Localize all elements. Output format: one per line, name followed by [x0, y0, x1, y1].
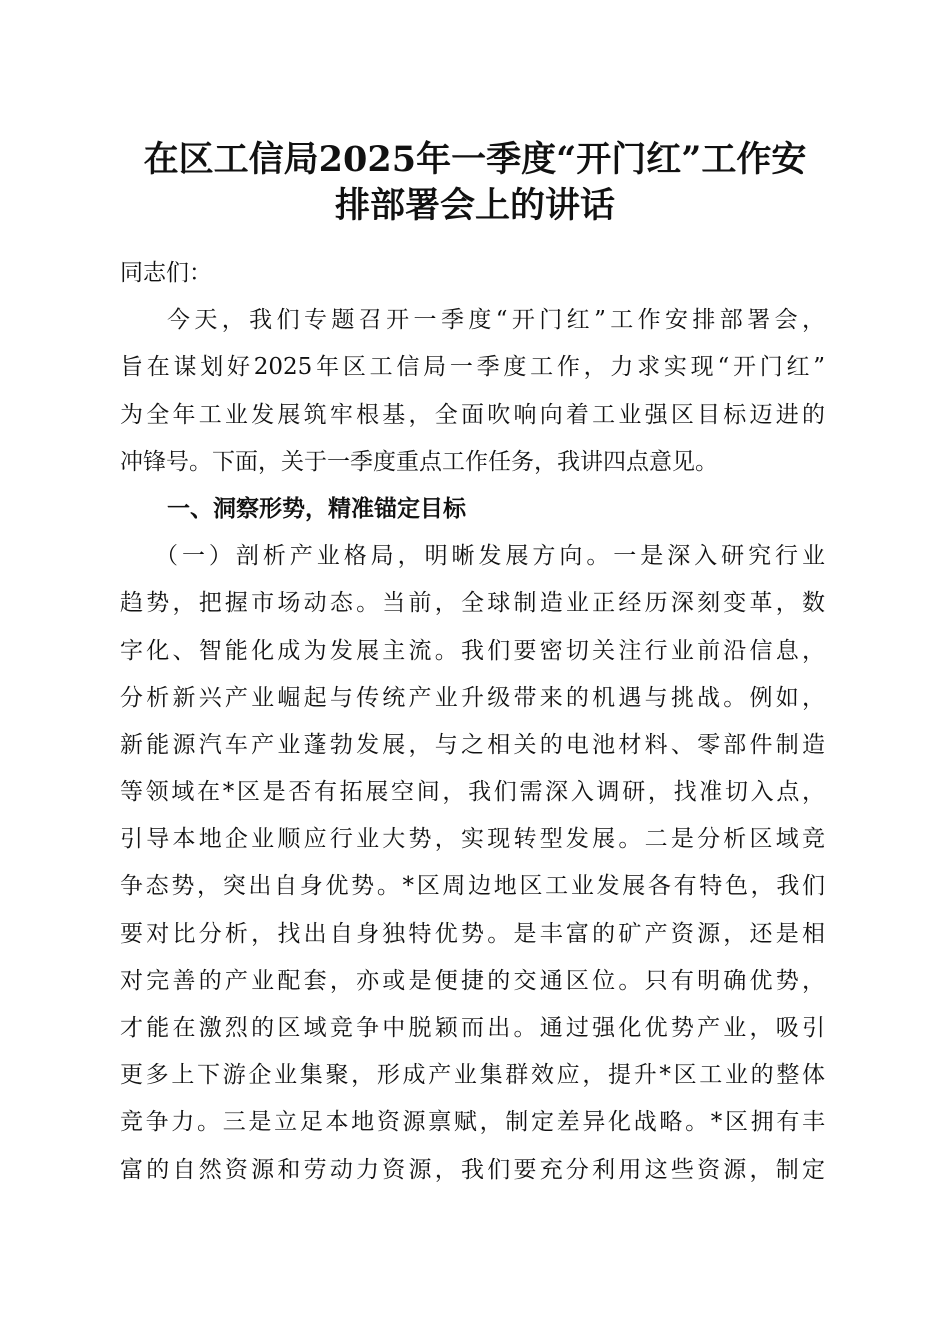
- section-heading: 一、洞察形势，精准锚定目标: [167, 495, 466, 522]
- paragraph-line: 更多上下游企业集聚，形成产业集群效应，提升*区工业的整体: [120, 1062, 825, 1089]
- paragraph-line: 等领域在*区是否有拓展空间，我们需深入调研，找准切入点，: [120, 779, 825, 806]
- salutation: 同志们：: [120, 260, 212, 286]
- paragraph-line: 竞争力。三是立足本地资源禀赋，制定差异化战略。*区拥有丰: [120, 1109, 825, 1136]
- paragraph-line: 趋势，把握市场动态。当前，全球制造业正经历深刻变革，数: [120, 590, 825, 617]
- paragraph-line: 旨在谋划好2025年区工信局一季度工作，力求实现“开门红”: [120, 354, 825, 381]
- document-title-line-2: 排部署会上的讲话: [334, 185, 615, 226]
- paragraph-line: 为全年工业发展筑牢根基，全面吹响向着工业强区目标迈进的: [120, 401, 825, 428]
- paragraph-line: 才能在激烈的区域竞争中脱颖而出。通过强化优势产业，吸引: [120, 1015, 825, 1041]
- paragraph-line: 对完善的产业配套，亦或是便捷的交通区位。只有明确优势，: [120, 967, 825, 994]
- paragraph-line: 争态势，突出自身优势。*区周边地区工业发展各有特色，我们: [120, 873, 825, 900]
- paragraph-line: 字化、智能化成为发展主流。我们要密切关注行业前沿信息，: [120, 637, 825, 664]
- paragraph-line: （一）剖析产业格局，明晰发展方向。一是深入研究行业: [155, 543, 825, 570]
- paragraph-line: 分析新兴产业崛起与传统产业升级带来的机遇与挑战。例如，: [120, 684, 825, 711]
- paragraph-line: 新能源汽车产业蓬勃发展，与之相关的电池材料、零部件制造: [120, 731, 825, 758]
- paragraph-line: 富的自然资源和劳动力资源，我们要充分利用这些资源，制定: [120, 1156, 825, 1183]
- paragraph-line: 今天，我们专题召开一季度“开门红”工作安排部署会，: [167, 307, 825, 334]
- paragraph-line: 引导本地企业顺应行业大势，实现转型发展。二是分析区域竞: [120, 826, 825, 853]
- paragraph-line: 要对比分析，找出自身独特优势。是丰富的矿产资源，还是相: [120, 920, 825, 947]
- document-body: [120, 250, 825, 1194]
- document-title-line-1: 在区工信局2025年一季度“开门红”工作安: [143, 139, 807, 180]
- paragraph-line: 冲锋号。下面，关于一季度重点工作任务，我讲四点意见。: [120, 448, 718, 475]
